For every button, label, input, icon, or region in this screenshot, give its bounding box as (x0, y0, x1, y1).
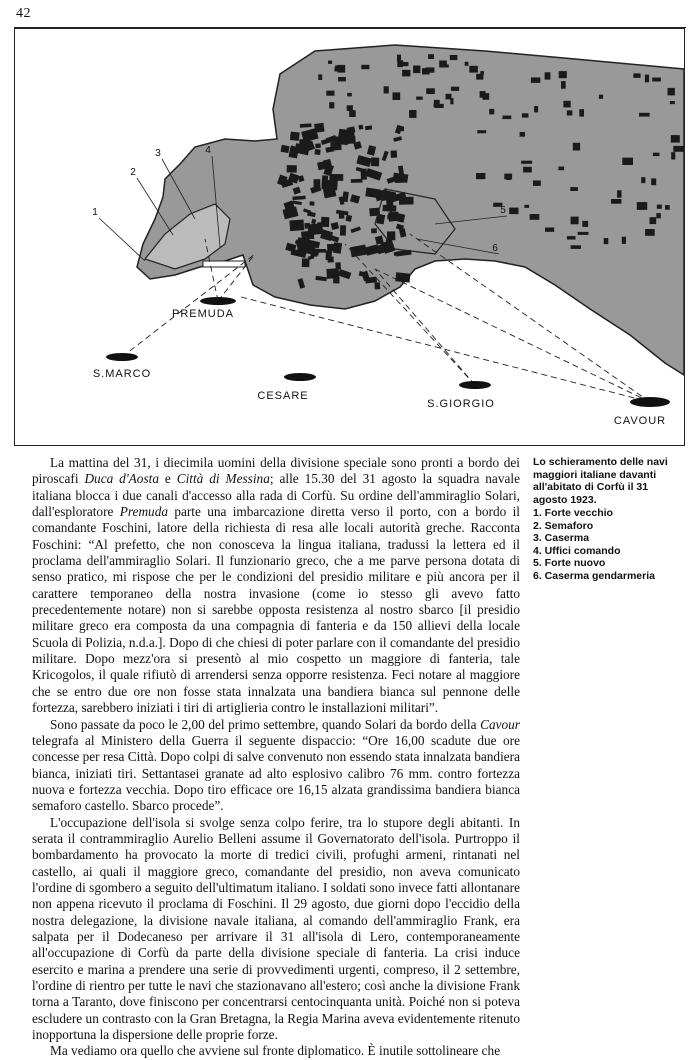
town-block (287, 165, 297, 172)
town-block (387, 231, 396, 240)
outskirts-block (469, 66, 478, 73)
text-run: ; alle 15.30 del 31 agosto la squadra navale italiana blocca i due canali d'accesso alla rada di Corfù. Su ordine dell'ammiraglio Solari, dall'esploratore (32, 471, 520, 520)
callout-number: 2 (130, 167, 136, 178)
outskirts-block (524, 205, 529, 208)
outskirts-block (637, 202, 647, 210)
outskirts-block (670, 101, 675, 104)
firing-line (241, 297, 650, 402)
outskirts-block (451, 87, 459, 91)
paragraph-4 (32, 1043, 520, 1059)
town-block (371, 228, 377, 233)
outskirts-block (656, 213, 661, 218)
town-block (388, 212, 399, 222)
firing-line (375, 269, 475, 385)
outskirts-block (347, 105, 353, 111)
outskirts-block (665, 205, 670, 210)
outskirts-block (393, 92, 401, 100)
callout-number: 1 (92, 207, 98, 218)
outskirts-block (413, 66, 420, 74)
harbour-pier (203, 261, 245, 267)
town-block (383, 205, 397, 212)
ship-label: CESARE (257, 390, 309, 402)
outskirts-block (522, 113, 529, 117)
outskirts-block (338, 65, 346, 73)
italic-run: Cavour (480, 716, 520, 732)
outskirts-block (361, 65, 369, 69)
outskirts-block (558, 167, 564, 171)
text-run: Sono passate da poco le 2,00 del primo settembre, quando Solari da bordo della (50, 716, 481, 732)
outskirts-block (579, 109, 584, 116)
outskirts-block (559, 71, 567, 78)
outskirts-block (531, 77, 540, 83)
ship-marker (630, 397, 670, 407)
figure-caption (533, 456, 683, 582)
caption-legend (533, 507, 683, 582)
outskirts-block (530, 214, 540, 220)
outskirts-block (622, 158, 633, 165)
town-block (338, 129, 350, 139)
caption-item: 1. Forte vecchio (533, 507, 613, 519)
town-block (351, 179, 363, 183)
town-block (289, 220, 304, 232)
ship-label: CAVOUR (613, 415, 667, 427)
outskirts-block (645, 229, 655, 236)
town-block (314, 149, 320, 155)
caption-item: 3. Caserma (533, 532, 590, 544)
town-block (300, 123, 312, 127)
outskirts-block (521, 161, 532, 164)
outskirts-block (349, 110, 356, 117)
outskirts-block (476, 173, 485, 179)
outskirts-block (476, 74, 483, 80)
caption-title: Lo schieramento delle navi maggiori italiane davanti all'abitato di Corfù il 31 agosto 1923. (533, 456, 668, 506)
town-block (314, 123, 324, 133)
outskirts-block (328, 61, 332, 64)
outskirts-block (567, 110, 573, 115)
outskirts-block (489, 109, 494, 115)
outskirts-block (347, 93, 352, 97)
town-block (327, 244, 341, 252)
corfu-map (15, 29, 684, 445)
outskirts-block (573, 143, 580, 151)
town-block (395, 272, 410, 282)
caption-item: 6. Caserma gendarmeria (533, 569, 655, 582)
outskirts-block (578, 232, 589, 235)
town-block (315, 143, 321, 148)
map-figure (14, 28, 685, 446)
outskirts-block (426, 88, 435, 94)
outskirts-block (657, 205, 662, 209)
outskirts-block (338, 77, 346, 81)
outskirts-block (641, 177, 645, 183)
callout-leader (99, 218, 145, 261)
town-block (281, 145, 290, 153)
town-block (365, 125, 372, 130)
town-block (359, 125, 364, 130)
town-block (301, 231, 310, 241)
ship-marker (459, 381, 491, 389)
outskirts-block (523, 167, 532, 173)
town-block (326, 268, 339, 279)
outskirts-block (506, 177, 511, 180)
outskirts-block (329, 102, 334, 108)
text-run: L'occupazione dell'isola si svolge senza colpo ferire, tra lo stupore degli abitanti. In serata il contrammiraglio Aurelio Belleni assume il Governatorato dell'isola. Purtroppo il bombardamento ha provocato la morte di tredici civili, profughi armeni, rintanati nel castello, ai quali il maggiore greco, comandante del presidio, non aveva comunicato l'ordine di sgombero a seguito dell'ultimatum italiano. I soldati sono invece fatti allontanare non appena ricevuto il proclama di Foschini. Il 29 agosto, due giorni dopo l'eccidio della nostra delegazione, la divisione navale italiana, al comando dell'ammiraglio Frank, era salpata per il Dodecaneso per arrivare il 31 all'isola di Lero, contemporaneamente all'occupazione di Corfù da parte della divisione speciale di fanteria. La crisi induce esercito e marina a prendere una serie di provvedimenti urgenti, compreso, il 2 settembre, l'ordine di rientro per tutte le navi che stazionavano all'estero; così anche la divisione Frank torna a Taranto, dove finiscono per concentrarsi centocinquanta unità. Poiché non si poteva escludere un contrasto con la Gran Bretagna, la Regia Marina aveva evidentemente ritenuto inopportuna la dispersione delle proprie forze. (32, 814, 520, 1043)
outskirts-block (434, 103, 438, 108)
outskirts-block (545, 228, 554, 232)
town-block (391, 150, 398, 157)
outskirts-block (617, 190, 621, 197)
town-block (321, 217, 330, 227)
outskirts-block (503, 116, 512, 120)
outskirts-block (509, 208, 518, 215)
outskirts-block (450, 98, 453, 104)
outskirts-block (653, 153, 660, 156)
town-block (340, 225, 346, 235)
town-block (330, 142, 341, 151)
outskirts-block (571, 217, 579, 225)
town-block (371, 157, 379, 166)
outskirts-block (318, 74, 322, 80)
ship-label: PREMUDA (171, 308, 235, 320)
text-run: La mattina del 31, i diecimila uomini della divisione speciale sono pronti a bordo dei piroscafi (32, 455, 520, 487)
page-number: 42 (16, 6, 31, 21)
outskirts-block (611, 199, 621, 204)
outskirts-block (416, 97, 423, 100)
town-block (375, 282, 381, 289)
outskirts-block (477, 130, 486, 133)
outskirts-block (428, 54, 434, 59)
text-run: telegrafa al Ministero della Guerra il seguente dispaccio: “Ore 16,00 scadute due ore concesse per resa Città. Dopo colpi di salve convenuto non essendo stata innalzata bandiera bianca, iniziati tiri. Settantasei granate ad alto esplosivo calibro 76 mm. contro fortezza nuova e fortezza vecchia. Dopo tiro efficace ore 16,15 alzata grandissima bandiera bianca semaforo castello. Sbarco procede”. (32, 732, 520, 814)
paragraph-1 (32, 455, 520, 717)
outskirts-block (673, 146, 684, 152)
text-run: e (158, 471, 177, 487)
ship-marker (284, 373, 316, 381)
outskirts-block (397, 60, 403, 67)
italic-run: Città di Messina (176, 471, 270, 487)
outskirts-block (520, 132, 525, 137)
text-run: Ma vediamo ora quello che avviene sul fronte diplomatico. È inutile sottolineare che (50, 1043, 501, 1059)
italic-run: Premuda (119, 504, 168, 520)
outskirts-block (563, 101, 570, 108)
ships-layer (93, 297, 670, 427)
outskirts-block (402, 70, 410, 77)
outskirts-block (533, 181, 541, 186)
town-block (309, 201, 314, 205)
outskirts-block (450, 55, 458, 60)
outskirts-block (671, 152, 675, 159)
outskirts-block (604, 238, 609, 244)
outskirts-block (645, 75, 649, 83)
ship-label: S.GIORGIO (427, 398, 495, 410)
ship-marker (106, 353, 138, 361)
outskirts-block (567, 236, 576, 239)
outskirts-block (622, 237, 626, 244)
caption-item: 2. Semaforo (533, 519, 594, 532)
outskirts-block (465, 62, 469, 66)
outskirts-block (545, 72, 551, 79)
outskirts-block (534, 106, 538, 112)
callout-number: 5 (500, 205, 506, 216)
outskirts-block (668, 88, 675, 96)
town-block (326, 251, 332, 261)
town-block (329, 174, 343, 181)
paragraph-2 (32, 717, 520, 815)
paragraph-3 (32, 815, 520, 1044)
outskirts-block (426, 67, 435, 72)
outskirts-block (582, 221, 588, 227)
outskirts-block (671, 135, 680, 143)
outskirts-block (650, 217, 657, 224)
outskirts-block (633, 73, 640, 78)
outskirts-block (483, 93, 490, 100)
text-run: parte una imbarcazione diretta verso il porto, con a bordo il comandante Foschini, latore della richiesta di resa alle locali autorità greche. Racconta Foschini: “Al prefetto, che non conosceva la lingua italiana, tradussi la lettera ed il proclama dell'ammiraglio Solari. Il funzionario greco, che a me parve persona dotata di senso pratico, mi rispose che per le condizioni del presidio militare e più ancora per il carattere temporaneo della nostra invasione (come io stesso gli avevo fatto precedentemente notare) non si sarebbe opposta resistenza al nostro sbarco [il presidio militare greco era composta da una compagnia di fanteria e da 150 allievi della locale Scuola di Polizia, n.d.a.]. Dopo di che chiesi di poter parlare con il comandante del presidio militare. Dopo mezz'ora si presentò al mio cospetto un maggiore di fanteria, tale Kricogolos, il quale rifiutò di arrendersi senza opporre resistenza. Feci notare al maggiore che se entro due ore non fosse stata innalzata una bandiera bianca sul pennone delle fortezza, sarebbero iniziati i tiri di artiglieria contro le installazioni militari”. (32, 504, 520, 716)
caption-item: 4. Uffici comando (533, 544, 621, 557)
outskirts-block (442, 64, 449, 67)
outskirts-block (639, 113, 650, 117)
ship-marker (200, 297, 236, 305)
outskirts-block (326, 91, 334, 96)
outskirts-block (599, 95, 603, 99)
outskirts-block (335, 67, 339, 71)
callout-number: 4 (205, 145, 211, 156)
town-block (302, 258, 310, 267)
italic-run: Duca d'Aosta (84, 471, 159, 487)
town-block (314, 179, 321, 188)
town-block (304, 223, 310, 229)
ship-label: S.MARCO (92, 368, 152, 380)
outskirts-block (409, 110, 416, 118)
outskirts-block (570, 187, 578, 191)
outskirts-block (652, 78, 661, 82)
callout-number: 6 (492, 243, 498, 254)
caption-item: 5. Forte nuovo (533, 557, 606, 569)
article-body (32, 455, 520, 1060)
callout-number: 3 (155, 148, 161, 159)
outskirts-block (561, 81, 566, 89)
outskirts-block (571, 245, 581, 249)
outskirts-block (384, 86, 389, 93)
outskirts-block (651, 178, 656, 185)
